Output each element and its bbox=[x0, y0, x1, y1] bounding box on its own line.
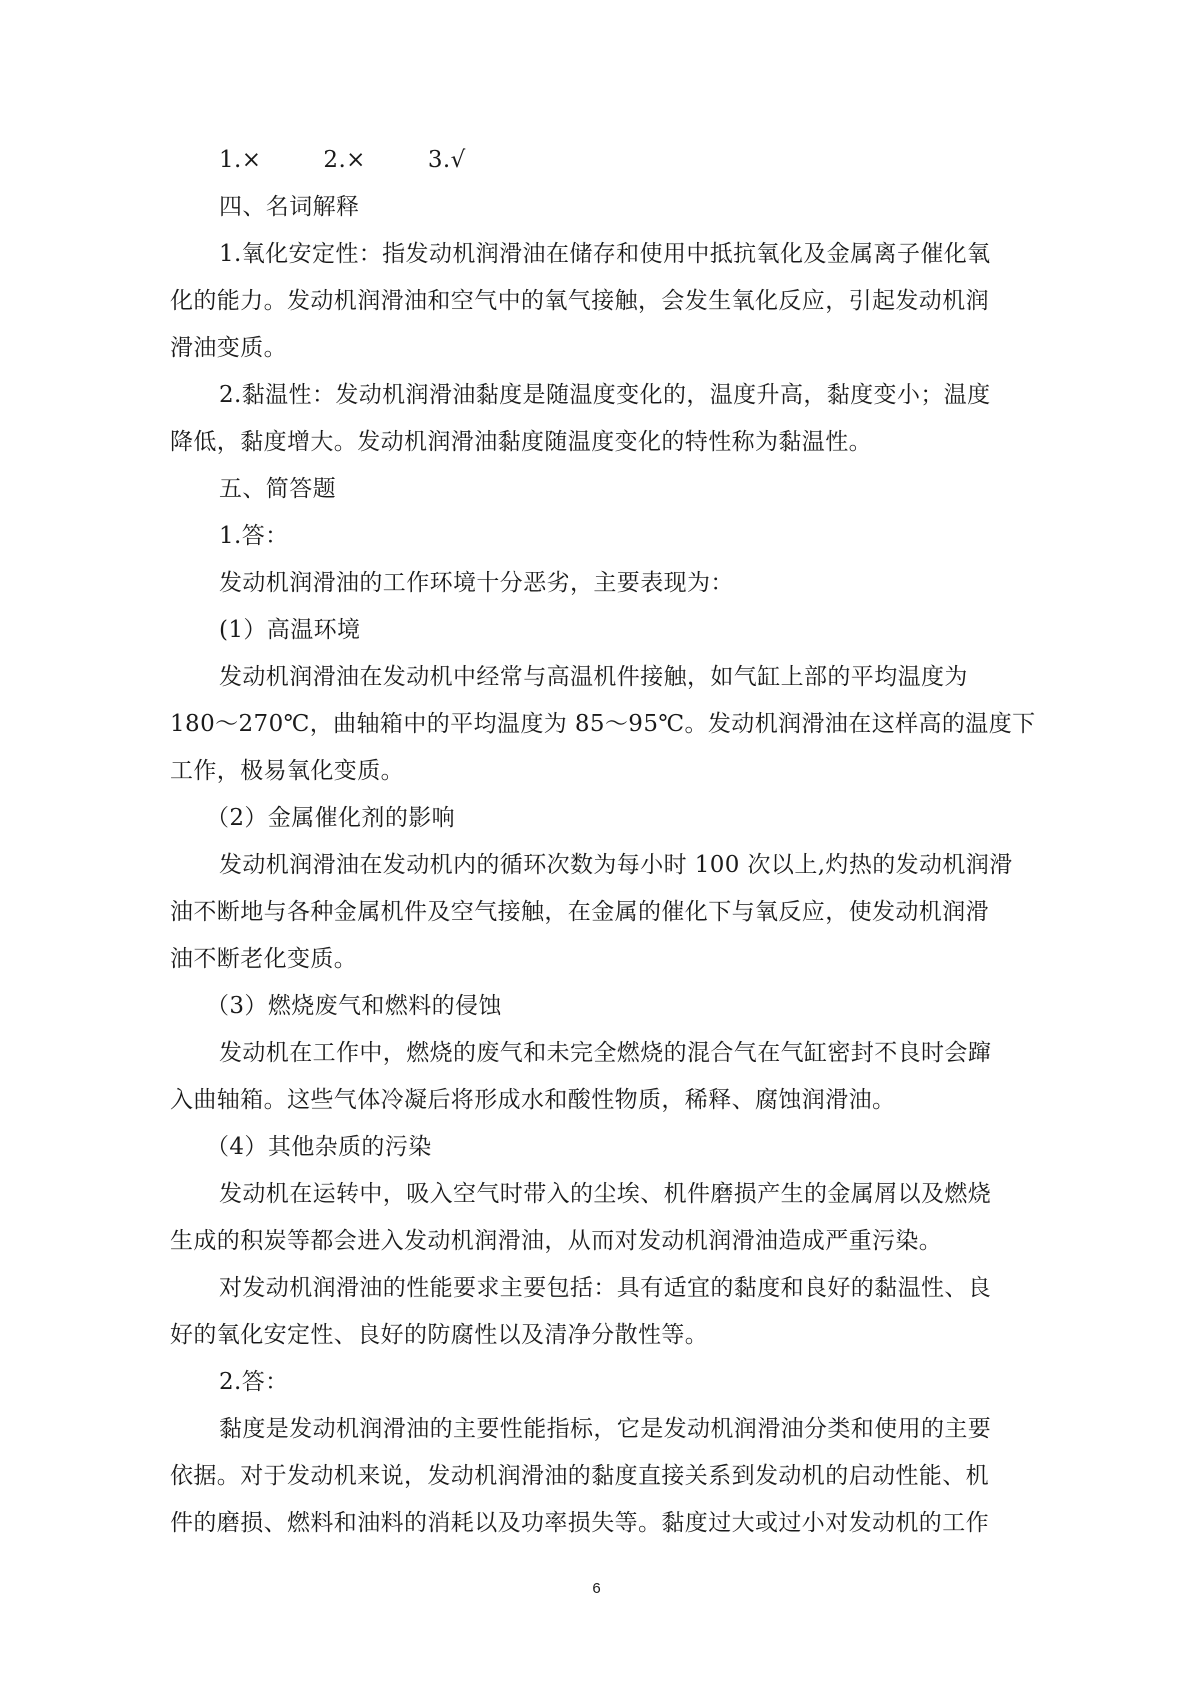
paragraph-line: 油不断老化变质。 bbox=[170, 946, 358, 972]
term-2-line-1: 2.黏温性：发动机润滑油黏度是随温度变化的，温度升高，黏度变小；温度 bbox=[219, 382, 991, 408]
subheading-high-temperature: (1）高温环境 bbox=[219, 617, 361, 643]
paragraph-line: 入曲轴箱。这些气体冷凝后将形成水和酸性物质，稀释、腐蚀润滑油。 bbox=[170, 1087, 896, 1113]
term-2-line-2: 降低，黏度增大。发动机润滑油黏度随温度变化的特性称为黏温性。 bbox=[170, 429, 872, 455]
answer-1-label: 1.答： bbox=[219, 523, 289, 549]
subheading-impurity-contamination: （4）其他杂质的污染 bbox=[206, 1134, 432, 1160]
paragraph-line: 好的氧化安定性、良好的防腐性以及清净分散性等。 bbox=[170, 1322, 709, 1348]
page-body bbox=[170, 137, 1036, 1547]
section-heading-short-answer: 五、简答题 bbox=[219, 476, 336, 502]
subheading-metal-catalyst: （2）金属催化剂的影响 bbox=[206, 805, 456, 831]
subheading-exhaust-fuel-erosion: （3）燃烧废气和燃料的侵蚀 bbox=[206, 993, 502, 1019]
paragraph-line: 发动机润滑油在发动机中经常与高温机件接触，如气缸上部的平均温度为 bbox=[219, 664, 968, 690]
term-1-line-1: 1.氧化安定性：指发动机润滑油在储存和使用中抵抗氧化及金属离子催化氧 bbox=[219, 241, 991, 267]
term-1-line-3: 滑油变质。 bbox=[170, 335, 287, 361]
answer-3: 3.√ bbox=[427, 147, 466, 173]
paragraph-line: 对发动机润滑油的性能要求主要包括：具有适宜的黏度和良好的黏温性、良 bbox=[219, 1275, 992, 1301]
section-heading-terms: 四、名词解释 bbox=[219, 194, 360, 220]
answer-1: 1.× bbox=[219, 147, 262, 173]
page-number: 6 bbox=[592, 1580, 601, 1597]
answer-1-intro: 发动机润滑油的工作环境十分恶劣，主要表现为： bbox=[219, 570, 734, 596]
paragraph-line: 件的磨损、燃料和油料的消耗以及功率损失等。黏度过大或过小对发动机的工作 bbox=[170, 1510, 989, 1536]
paragraph-line: 生成的积炭等都会进入发动机润滑油，从而对发动机润滑油造成严重污染。 bbox=[170, 1228, 943, 1254]
paragraph-line: 工作，极易氧化变质。 bbox=[170, 758, 404, 784]
paragraph-line: 依据。对于发动机来说，发动机润滑油的黏度直接关系到发动机的启动性能、机 bbox=[170, 1463, 989, 1489]
paragraph-line: 180～270℃，曲轴箱中的平均温度为 85～95℃。发动机润滑油在这样高的温度下 bbox=[170, 711, 1036, 737]
answer-2-label: 2.答： bbox=[219, 1369, 289, 1395]
paragraph-line: 发动机在运转中，吸入空气时带入的尘埃、机件磨损产生的金属屑以及燃烧 bbox=[219, 1181, 992, 1207]
paragraph-line: 黏度是发动机润滑油的主要性能指标，它是发动机润滑油分类和使用的主要 bbox=[219, 1416, 992, 1442]
paragraph-line: 油不断地与各种金属机件及空气接触，在金属的催化下与氧反应，使发动机润滑 bbox=[170, 899, 989, 925]
answer-2: 2.× bbox=[323, 147, 366, 173]
true-false-answers bbox=[170, 137, 1030, 184]
paragraph-line: 发动机在工作中，燃烧的废气和未完全燃烧的混合气在气缸密封不良时会蹿 bbox=[219, 1040, 992, 1066]
paragraph-line: 发动机润滑油在发动机内的循环次数为每小时 100 次以上,灼热的发动机润滑 bbox=[219, 852, 1013, 878]
term-1-line-2: 化的能力。发动机润滑油和空气中的氧气接触，会发生氧化反应，引起发动机润 bbox=[170, 288, 989, 314]
